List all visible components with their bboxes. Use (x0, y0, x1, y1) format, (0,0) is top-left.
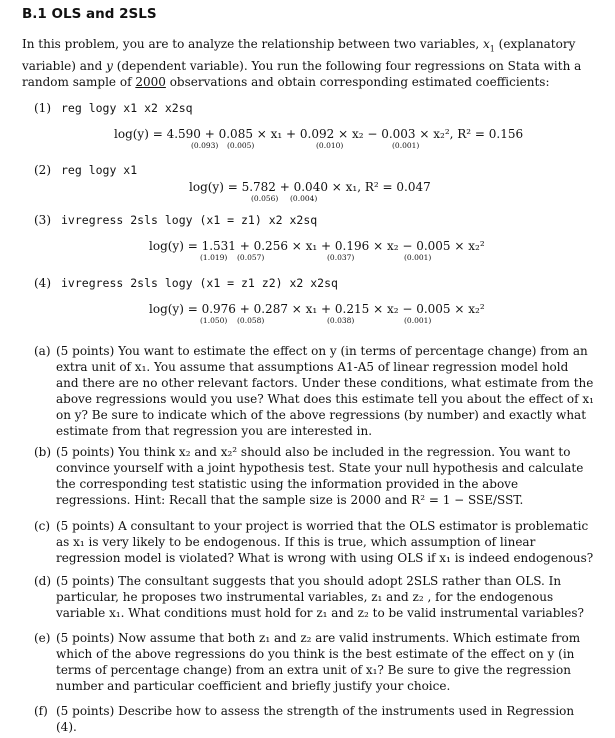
regression-3-command: (3) ivregress 2sls logy (x1 = z1) x2 x2sq (34, 213, 318, 227)
question-f: (f) (5 points) Describe how to assess the strength of the instruments used in Regression (4). (34, 704, 575, 734)
intro-paragraph: In this problem, you are to analyze the relationship between two variables, $x_1$ (explanatory variable) and y (dependent variable). You run the following four regressions on Stata with a random sample of 2000 observations and obtain corresponding estimated coefficients: (22, 37, 582, 90)
question-e: (e) (5 points) Now assume that both z₁ and z₂ are valid instruments. Which estimate from which of the above regressions do you think is the best estimate of the effect on y (in terms of percentage change) from an extra unit of x₁? Be sure to give the regression number and particular coefficient and briefly justify your choice. (34, 631, 581, 693)
regression-3-equation: log(y) = 1.531 + 0.256 × x₁ + 0.196 × x₂ − 0.005 × x₂² (1.019) (0.057) (0.037) (0.001) (149, 239, 485, 262)
regression-4-command: (4) ivregress 2sls logy (x1 = z1 z2) x2 x2sq (34, 276, 338, 290)
regression-1-equation: log(y) = 4.590 + 0.085 × x₁ + 0.092 × x₂ − 0.003 × x₂², R² = 0.156 (0.093) (0.005) (0.010) (0.001) (114, 127, 524, 150)
regression-2-command: (2) reg logy x1 (34, 163, 138, 177)
sample-size: 2000 (135, 75, 166, 90)
question-b: (b) (5 points) You think x₂ and x₂² should also be included in the regression. You want to convince yourself with a joint hypothesis test. State your null hypothesis and calculate the corresponding test statistic using the information provided in the above regressions. Hint: Recall that the sample size is 2000 and R² = 1 − SSE/SST. (34, 445, 584, 507)
question-c: (c) (5 points) A consultant to your project is worried that the OLS estimator is problematic as x₁ is very likely to be endogenous. If this is true, which assumption of linear regression model is violated? What is wrong with using OLS if x₁ is indeed endogenous? (34, 519, 594, 565)
question-a: (a) (5 points) You want to estimate the effect on y (in terms of percentage change) from an extra unit of x₁. You assume that assumptions A1-A5 of linear regression model hold and there are no other relevant factors. Under these conditions, what estimate from the above regressions would you use? What does this estimate tell you about the effect of x₁ on y? Be sure to indicate which of the above regressions (by number) and exactly what estimate from that regression you are interested in. (34, 344, 594, 438)
regression-1-command: (1) reg logy x1 x2 x2sq (34, 101, 193, 115)
regression-4-equation: log(y) = 0.976 + 0.287 × x₁ + 0.215 × x₂ − 0.005 × x₂² (1.050) (0.058) (0.038) (0.001) (149, 302, 485, 325)
regression-2-equation: log(y) = 5.782 + 0.040 × x₁, R² = 0.047 (0.056) (0.004) (189, 180, 431, 203)
section-title: B.1 OLS and 2SLS (22, 6, 157, 22)
question-d: (d) (5 points) The consultant suggests that you should adopt 2SLS rather than OLS. In particular, he proposes two instrumental variables, z₁ and z₂ , for the endogenous variable x₁. What conditions must hold for z₁ and z₂ to be valid instrumental variables? (34, 574, 584, 620)
